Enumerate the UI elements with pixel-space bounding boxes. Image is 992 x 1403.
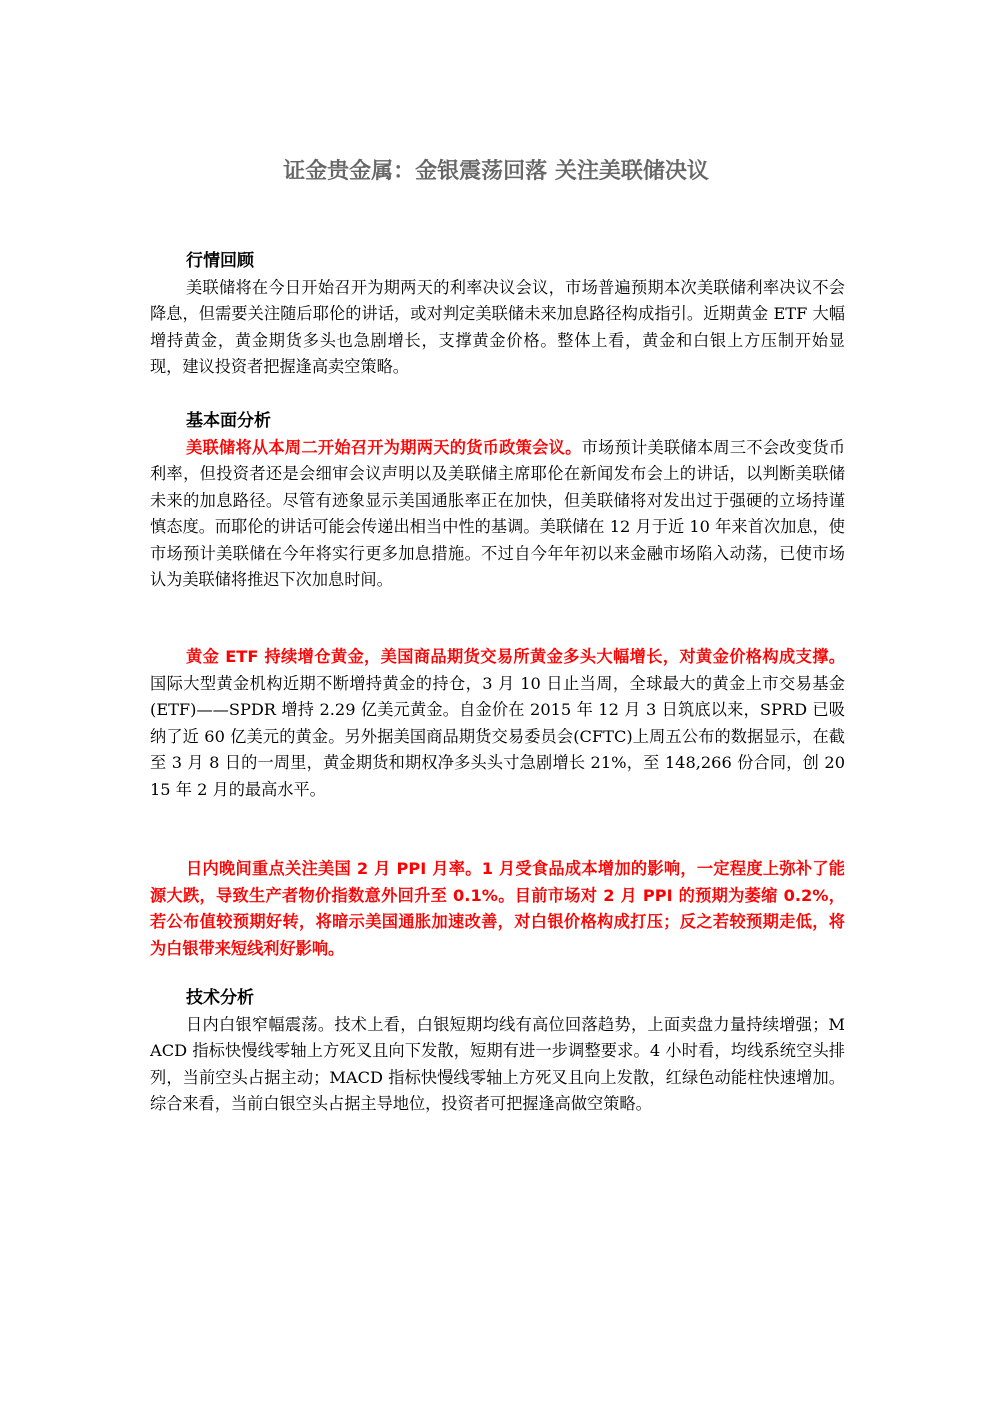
fundamental-analysis-heading: 基本面分析 [186, 411, 271, 431]
fed-meeting-highlight: 美联储将从本周二开始召开为期两天的货币政策会议。 [186, 437, 582, 457]
gold-etf-paragraph [150, 644, 845, 803]
fundamental-analysis-section [150, 408, 845, 594]
gold-etf-highlight: 黄金 ETF 持续增仓黄金，美国商品期货交易所黄金多头大幅增长，对黄金价格构成支撑。 [186, 647, 845, 666]
document-title: 证金贵金属：金银震荡回落 关注美联储决议 [283, 159, 709, 184]
technical-analysis-paragraph: 日内白银窄幅震荡。技术上看，白银短期均线有高位回落趋势，上面卖盘力量持续增强；MACD 指标快慢线零轴上方死叉且向下发散，短期有进一步调整要求。4 小时看，均线系统空头排列，当前空头占据主动；MACD 指标快慢线零轴上方死叉且向上发散，红绿色动能柱快速增加。综合来看，当前白银空头占据主导地位，投资者可把握逢高做空策略。 [150, 1014, 845, 1113]
fed-meeting-paragraph [150, 435, 845, 594]
market-review-paragraph: 美联储将在今日开始召开为期两天的利率决议会议，市场普遍预期本次美联储利率决议不会降息，但需要关注随后耶伦的讲话，或对判定美联储未来加息路径构成指引。近期黄金 ETF 大幅增持黄金，黄金期货多头也急剧增长，支撑黄金价格。整体上看，黄金和白银上方压制开始显现，建议投资者把握逢高卖空策略。 [150, 277, 845, 376]
ppi-section [150, 856, 845, 962]
gold-etf-section [150, 644, 845, 803]
gold-etf-text: 国际大型黄金机构近期不断增持黄金的持仓，3 月 10 日止当周，全球最大的黄金上市交易基金(ETF)——SPDR 增持 2.29 亿美元黄金。自金价在 2015 年 12 月 3 日筑底以来，SPRD 已吸纳了近 60 亿美元的黄金。另外据美国商品期货交易委员会(CFTC)上周五公布的数据显示，在截至 3 月 8 日的一周里，黄金期货和期权净多头头寸急剧增长 21%，至 148,266 份合同，创 2015 年 2 月的最高水平。 [150, 673, 845, 799]
market-review-section [150, 248, 845, 381]
market-review-heading: 行情回顾 [186, 251, 254, 271]
ppi-paragraph: 日内晚间重点关注美国 2 月 PPI 月率。1 月受食品成本增加的影响，一定程度上弥补了能源大跌，导致生产者物价指数意外回升至 0.1%。目前市场对 2 月 PPI 的预期为萎缩 0.2%，若公布值较预期好转，将暗示美国通胀加速改善，对白银价格构成打压；反之若较预期走低，将为白银带来短线利好影响。 [150, 859, 845, 958]
fed-meeting-text: 市场预计美联储本周三不会改变货币利率，但投资者还是会细审会议声明以及美联储主席耶伦在新闻发布会上的讲话，以判断美联储未来的加息路径。尽管有迹象显示美国通胀率正在加快，但美联储将对发出过于强硬的立场持谨慎态度。而耶伦的讲话可能会传递出相当中性的基调。美联储在 12 月于近 10 年来首次加息，使市场预计美联储在今年将实行更多加息措施。不过自今年年初以来金融市场陷入动荡，已使市场认为美联储将推迟下次加息时间。 [150, 437, 846, 589]
technical-analysis-heading: 技术分析 [186, 988, 254, 1008]
technical-analysis-section [150, 985, 845, 1118]
